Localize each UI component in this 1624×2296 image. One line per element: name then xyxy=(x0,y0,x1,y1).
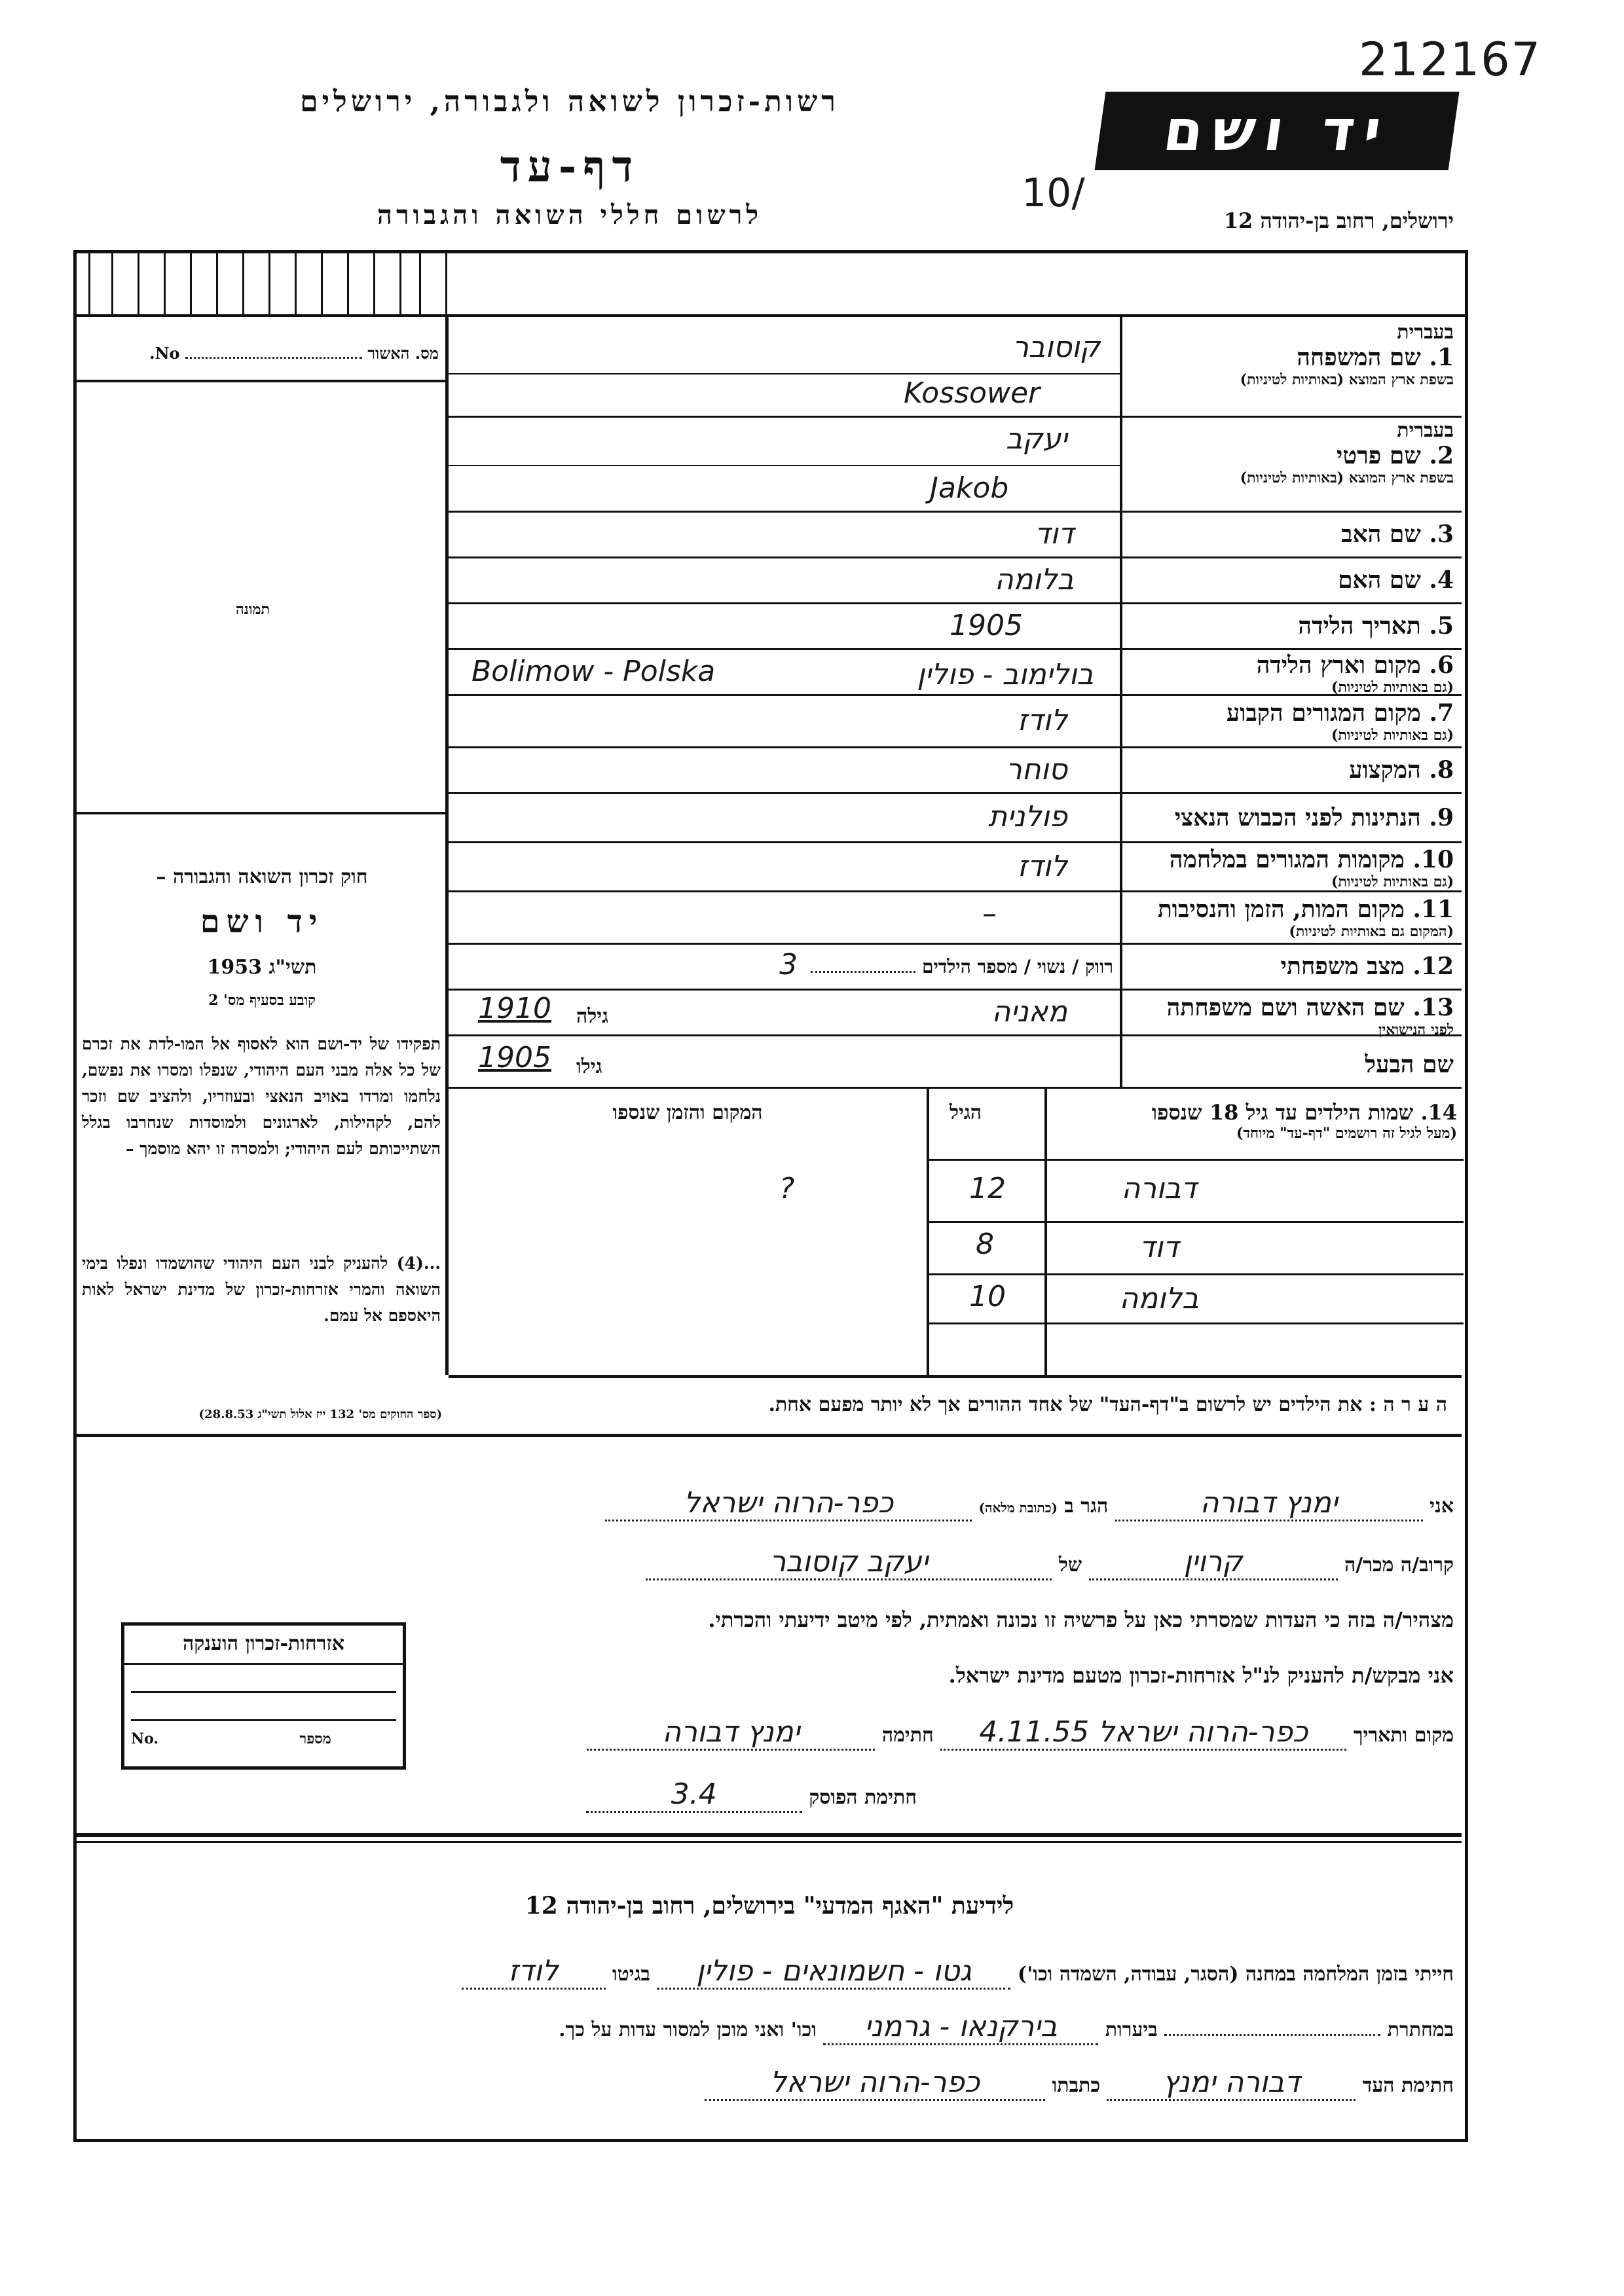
law-text-2: ...(4) להעניק לבני העם היהודי שהושמדו ונפלו בימי השואה והמרי אזרחות-זכרון של מדינת ישראל לאות היאספם אל עמם. xyxy=(82,1254,441,1325)
witness-row: חתימת העד דבורה ימנץ כתבתו כפר-הרוה ישראל xyxy=(458,2066,1454,2101)
marital-status-options: רווק / נשוי / מספר הילדים xyxy=(668,956,1113,978)
citizenship-number-label: מספר xyxy=(299,1730,331,1747)
child-1-name[interactable]: דבורה xyxy=(1121,1172,1197,1205)
witness-address[interactable]: כפר-הרוה ישראל xyxy=(705,2066,1045,2101)
child-2-name[interactable]: דוד xyxy=(1139,1231,1179,1264)
col-age-header: הגיל xyxy=(950,1101,982,1124)
testimony-title: לידיעת "האגף המדעי" בירושלים, רחוב בן-יהודה 12 xyxy=(525,1892,1014,1920)
first-name-latin[interactable]: Jakob xyxy=(930,471,1009,505)
officer-signature[interactable]: 3.4 xyxy=(586,1777,802,1813)
husband-age-label: גילו xyxy=(576,1055,602,1078)
ghetto-value[interactable]: לודז xyxy=(462,1954,606,1990)
child-3-age[interactable]: 10 xyxy=(969,1280,1006,1313)
wartime-residence[interactable]: לודז xyxy=(1017,850,1067,883)
field-2-label: בעברית 2. שם פרטי בשפת ארץ המוצא (באותיות לטיניות) xyxy=(1240,419,1454,486)
declarant-signature[interactable]: ימנץ דבורה xyxy=(587,1715,875,1751)
first-name-hebrew[interactable]: יעקב xyxy=(1005,422,1067,456)
declaration-request: אני מבקש/ת להעניק לנ"ל אזרחות-זכרון מטעם מדינת ישראל. xyxy=(948,1663,1454,1688)
approval-label: מס. האשור xyxy=(367,344,439,363)
wife-age-label: גילה xyxy=(576,1005,609,1028)
field-8-label: 8. המקצוע xyxy=(1349,756,1454,784)
field-11-label: 11. מקום המות, הזמן והנסיבות (המקום גם באותיות לטיניות) xyxy=(1157,896,1454,940)
profession[interactable]: סוחר xyxy=(1005,753,1067,786)
children-count[interactable]: 3 xyxy=(779,948,798,981)
declarant-row: אני ימנץ דבורה הגר ב (כתובת מלאה) כפר-הרוה ישראל xyxy=(458,1486,1454,1522)
children-note: ה ע ר ה : את הילדים יש לרשום ב"דף-העד" של אחד ההורים אך לא יותר מפעם אחת. xyxy=(768,1393,1447,1416)
field-10-label: 10. מקומות המגורים במלחמה (גם באותיות לטיניות) xyxy=(1169,846,1454,890)
relation-value[interactable]: קרוין xyxy=(1089,1545,1338,1580)
camp-value[interactable]: גטו - חשמונאים - פולין xyxy=(657,1954,1010,1990)
wife-age[interactable]: 1910 xyxy=(478,992,551,1025)
law-year: תשי"ג 1953 xyxy=(207,956,317,979)
birth-date[interactable]: 1905 xyxy=(950,609,1023,642)
relation-row: קרוב/ה מכר/ה קרוין של יעקב קוסובר xyxy=(458,1545,1454,1580)
forest-value[interactable]: בירקנאו - גרמני xyxy=(823,2010,1098,2045)
birth-place-latin[interactable]: Bolimow - Polska xyxy=(471,655,716,688)
child-1-age[interactable]: 12 xyxy=(969,1172,1006,1205)
declaration-statement: מצהיר/ה בזה כי העדות שמסרתי כאן על פרשיה זו נכונה ואמתית, לפי מיטב ידיעתי והכרתי. xyxy=(708,1607,1454,1632)
place-date-value[interactable]: כפר-הרוה ישראל 4.11.55 xyxy=(940,1715,1346,1751)
law-ref: (ספר החוקים מס' 132 ייז אלול תשי"ג 28.8.53) xyxy=(198,1408,442,1421)
father-name[interactable]: דוד xyxy=(1034,517,1074,551)
child-1-place[interactable]: ? xyxy=(779,1172,795,1205)
field-6-label: 6. מקום וארץ הלידה (גם באותיות לטיניות) xyxy=(1256,651,1454,696)
declarant-address[interactable]: כפר-הרוה ישראל xyxy=(605,1486,972,1522)
witness-signature[interactable]: דבורה ימנץ xyxy=(1107,2066,1356,2101)
citizenship-no-label: No. xyxy=(131,1730,159,1747)
child-2-age[interactable]: 8 xyxy=(976,1228,994,1261)
victim-name[interactable]: יעקב קוסובר xyxy=(646,1545,1052,1580)
nationality[interactable]: פולנית xyxy=(988,800,1067,833)
family-name-latin[interactable]: Kossower xyxy=(904,376,1041,410)
field-9-label: 9. הנתינות לפני הכבוש הנאצי xyxy=(1174,804,1454,831)
page-mark: 10/ xyxy=(1022,170,1085,216)
photo-label: תמונה xyxy=(236,601,270,618)
form-subtitle: לרשום חללי השואה והגבורה xyxy=(377,200,763,230)
husband-label: שם הבעל xyxy=(1365,1051,1454,1078)
approval-no-label: No. xyxy=(149,344,180,363)
law-name: יד ושם xyxy=(200,903,324,940)
testimony-line-2: במחתרת ביערות בירקנאו - גרמני וכו' ואני מוכן למסור עדות על כך. xyxy=(92,2010,1454,2045)
law-title: חוק זכרון השואה והגבורה – xyxy=(156,866,368,888)
form-title: דף-עד xyxy=(500,141,640,192)
birth-place-hebrew[interactable]: בולימוב - פולין xyxy=(917,658,1094,691)
field-12-label: 12. מצב משפחתי xyxy=(1280,953,1454,980)
declarant-name[interactable]: ימנץ דבורה xyxy=(1115,1486,1423,1522)
wife-name[interactable]: מאניה xyxy=(991,995,1067,1029)
child-3-name[interactable]: בלומה xyxy=(1119,1282,1199,1315)
address: ירושלים, רחוב בן-יהודה 12 xyxy=(1223,208,1454,233)
officer-row: חתימת הפוסק 3.4 xyxy=(458,1777,917,1813)
children-header: 14. שמות הילדים עד גיל 18 שנספו (מעל לגיל זה רושמים "דף-עד" מיוחד) xyxy=(1151,1100,1457,1142)
field-13-label: 13. שם האשה ושם משפחתה לפני הנישואין xyxy=(1166,994,1454,1038)
field-7-label: 7. מקום המגורים הקבוע (גם באותיות לטיניות) xyxy=(1226,699,1454,744)
field-1-label: בעברית 1. שם המשפחה בשפת ארץ המוצא (באותיות לטיניות) xyxy=(1240,321,1454,388)
citizenship-box: אזרחות-זכרון הוענקה No. מספר xyxy=(121,1622,406,1770)
mother-name[interactable]: בלומה xyxy=(994,563,1074,596)
org-title: רשות-זכרון לשואה ולגבורה, ירושלים xyxy=(300,85,840,118)
husband-age[interactable]: 1905 xyxy=(478,1041,551,1074)
law-text: תפקידו של יד-ושם הוא לאסוף אל המו-לדת את זכרם של כל אלה מבני העם היהודי, שנפלו ומסרו את נפשם, נלחמו ומרדו באויב הנאצי ובעוזריו, ולהציב שם וזכר להם, לקהילות, לארגונים ולמוסדות שנחרבו בגלל השתייכותם לעם היהודי; ולמסרה זו יהא מוסמך – xyxy=(82,1034,441,1158)
yad-vashem-logo: יד ושם xyxy=(1095,92,1460,170)
family-name-hebrew[interactable]: קוסובר xyxy=(1012,331,1100,364)
col-place-header: המקום והזמן שנספו xyxy=(612,1101,763,1124)
death-place[interactable]: – xyxy=(982,897,997,930)
place-date-row: מקום ותאריך כפר-הרוה ישראל 4.11.55 חתימה ימנץ דבורה xyxy=(458,1715,1454,1751)
field-5-label: 5. תאריך הלידה xyxy=(1298,612,1454,640)
approval-row xyxy=(85,344,439,363)
stamp-number: 212167 xyxy=(1359,33,1542,86)
field-3-label: 3. שם האב xyxy=(1341,520,1454,548)
field-4-label: 4. שם האם xyxy=(1338,566,1454,594)
testimony-line-1: חייתי בזמן המלחמה במחנה (הסגר, עבודה, השמדה וכו') גטו - חשמונאים - פולין בגיטו לודז xyxy=(92,1954,1454,1990)
law-clause: קובע בסעיף מס' 2 xyxy=(208,992,316,1009)
permanent-residence[interactable]: לודז xyxy=(1017,704,1067,737)
